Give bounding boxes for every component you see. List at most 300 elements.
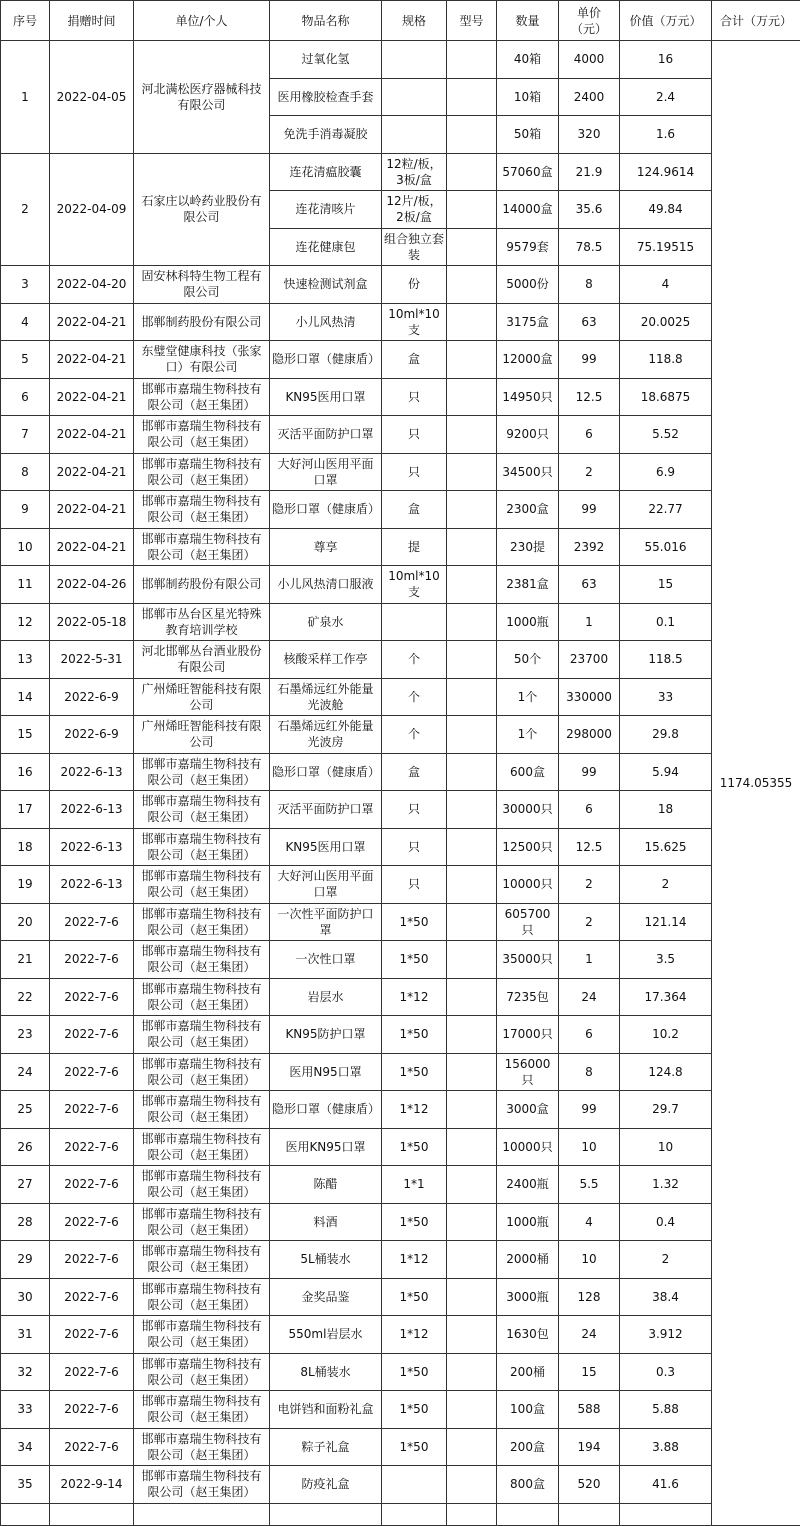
cell-unit: 邯郸市丛台区星光特殊教育培训学校 <box>134 603 270 641</box>
cell-model <box>447 378 497 416</box>
cell-value: 15 <box>620 566 712 604</box>
cell-value: 2.4 <box>620 78 712 116</box>
cell-model <box>447 1391 497 1429</box>
cell-item-name: 一次性口罩 <box>270 941 382 979</box>
cell-unit-price: 78.5 <box>559 228 620 266</box>
cell-date: 2022-7-6 <box>50 1053 134 1091</box>
cell-spec: 只 <box>382 828 447 866</box>
cell-unit: 邯郸市嘉瑞生物科技有限公司（赵王集团） <box>134 1428 270 1466</box>
cell-qty: 9200只 <box>497 416 559 454</box>
col-header-date: 捐赠时间 <box>50 1 134 41</box>
cell-date: 2022-6-13 <box>50 828 134 866</box>
cell-qty: 35000只 <box>497 941 559 979</box>
cell-unit-price: 5.5 <box>559 1166 620 1204</box>
cell-model <box>447 603 497 641</box>
col-header-unit: 单位/个人 <box>134 1 270 41</box>
cell-no: 4 <box>1 303 50 341</box>
cell-model <box>447 416 497 454</box>
table-row <box>1 41 800 79</box>
cell-unit: 固安林科特生物工程有限公司 <box>134 266 270 304</box>
cell-value: 29.8 <box>620 716 712 754</box>
cell-item-name: 灭活平面防护口罩 <box>270 416 382 454</box>
cell-date: 2022-04-26 <box>50 566 134 604</box>
cell-unit: 邯郸市嘉瑞生物科技有限公司（赵王集团） <box>134 1391 270 1429</box>
cell-spec: 1*50 <box>382 1128 447 1166</box>
cell-qty: 50箱 <box>497 116 559 154</box>
cell-model <box>447 978 497 1016</box>
cell-qty: 3000瓶 <box>497 1278 559 1316</box>
cell-no: 8 <box>1 453 50 491</box>
cell-no: 16 <box>1 753 50 791</box>
cell-qty: 1个 <box>497 678 559 716</box>
cell-qty: 14950只 <box>497 378 559 416</box>
table-row <box>1 566 800 604</box>
cell-no: 12 <box>1 603 50 641</box>
cell-no: 33 <box>1 1391 50 1429</box>
cell-unit: 河北邯郸丛台酒业股份有限公司 <box>134 641 270 679</box>
col-header-no: 序号 <box>1 1 50 41</box>
col-header-total: 合计（万元） <box>712 1 800 41</box>
cell-model <box>447 1128 497 1166</box>
cell-item-name: 大好河山医用平面口罩 <box>270 453 382 491</box>
cell-date: 2022-7-6 <box>50 1203 134 1241</box>
cell-value: 38.4 <box>620 1278 712 1316</box>
cell-no: 11 <box>1 566 50 604</box>
cell-model <box>447 341 497 379</box>
cell-date: 2022-6-9 <box>50 716 134 754</box>
cell-value: 1.6 <box>620 116 712 154</box>
cell-unit-price: 99 <box>559 753 620 791</box>
cell-model <box>447 566 497 604</box>
cell-model <box>447 1241 497 1279</box>
table-row <box>1 1391 800 1429</box>
cell-value: 3.912 <box>620 1316 712 1354</box>
cell-item-name: KN95防护口罩 <box>270 1016 382 1054</box>
cell-value: 6.9 <box>620 453 712 491</box>
table-row <box>1 1428 800 1466</box>
header-row <box>1 1 800 41</box>
cell-date: 2022-7-6 <box>50 1391 134 1429</box>
cell-value: 0.4 <box>620 1203 712 1241</box>
cell-item-name: 医用KN95口罩 <box>270 1128 382 1166</box>
cell-model <box>447 1091 497 1129</box>
table-row <box>1 978 800 1016</box>
cell-unit-price: 320 <box>559 116 620 154</box>
table-row <box>1 1316 800 1354</box>
cell-no: 5 <box>1 341 50 379</box>
table-row <box>1 1128 800 1166</box>
cell-spec: 提 <box>382 528 447 566</box>
cell-date: 2022-04-21 <box>50 416 134 454</box>
cell-no: 21 <box>1 941 50 979</box>
cell-item-name: 料酒 <box>270 1203 382 1241</box>
cell-date: 2022-6-13 <box>50 753 134 791</box>
cell-date: 2022-04-21 <box>50 491 134 529</box>
cell-no: 25 <box>1 1091 50 1129</box>
table-row <box>1 716 800 754</box>
cell-model <box>447 266 497 304</box>
cell-date: 2022-04-09 <box>50 153 134 266</box>
cell-spec: 1*50 <box>382 1278 447 1316</box>
cell-empty <box>497 1503 559 1525</box>
cell-spec: 10ml*10支 <box>382 303 447 341</box>
cell-model <box>447 153 497 191</box>
cell-qty: 800盒 <box>497 1466 559 1504</box>
cell-spec: 1*12 <box>382 1091 447 1129</box>
cell-unit-price: 10 <box>559 1241 620 1279</box>
cell-model <box>447 41 497 79</box>
cell-date: 2022-7-6 <box>50 1091 134 1129</box>
cell-no: 35 <box>1 1466 50 1504</box>
cell-no: 19 <box>1 866 50 904</box>
table-row <box>1 753 800 791</box>
cell-unit: 广州烯旺智能科技有限公司 <box>134 678 270 716</box>
cell-value: 16 <box>620 41 712 79</box>
cell-unit: 邯郸市嘉瑞生物科技有限公司（赵王集团） <box>134 753 270 791</box>
cell-unit: 邯郸市嘉瑞生物科技有限公司（赵王集团） <box>134 1241 270 1279</box>
cell-model <box>447 753 497 791</box>
cell-item-name: 粽子礼盒 <box>270 1428 382 1466</box>
cell-item-name: 尊享 <box>270 528 382 566</box>
cell-no: 17 <box>1 791 50 829</box>
col-header-unit-price: 单价 （元） <box>559 1 620 41</box>
cell-unit-price: 99 <box>559 341 620 379</box>
cell-empty <box>382 1503 447 1525</box>
cell-unit-price: 2400 <box>559 78 620 116</box>
cell-item-name: 一次性平面防护口罩 <box>270 903 382 941</box>
cell-item-name: 连花健康包 <box>270 228 382 266</box>
table-row <box>1 1278 800 1316</box>
cell-value: 118.5 <box>620 641 712 679</box>
cell-qty: 12000盒 <box>497 341 559 379</box>
cell-value: 5.88 <box>620 1391 712 1429</box>
cell-model <box>447 1166 497 1204</box>
cell-item-name: 灭活平面防护口罩 <box>270 791 382 829</box>
cell-date: 2022-04-21 <box>50 341 134 379</box>
cell-unit-price: 8 <box>559 266 620 304</box>
cell-item-name: 矿泉水 <box>270 603 382 641</box>
cell-date: 2022-7-6 <box>50 1353 134 1391</box>
cell-model <box>447 828 497 866</box>
table-row <box>1 1091 800 1129</box>
cell-no: 31 <box>1 1316 50 1354</box>
cell-unit: 邯郸市嘉瑞生物科技有限公司（赵王集团） <box>134 1353 270 1391</box>
cell-date: 2022-7-6 <box>50 1428 134 1466</box>
cell-qty: 10箱 <box>497 78 559 116</box>
cell-unit-price: 24 <box>559 978 620 1016</box>
table-row <box>1 416 800 454</box>
cell-value: 1.32 <box>620 1166 712 1204</box>
cell-value: 10 <box>620 1128 712 1166</box>
cell-item-name: 隐形口罩（健康盾） <box>270 341 382 379</box>
cell-item-name: KN95医用口罩 <box>270 828 382 866</box>
cell-unit-price: 128 <box>559 1278 620 1316</box>
cell-value: 124.9614 <box>620 153 712 191</box>
cell-unit: 石家庄以岭药业股份有限公司 <box>134 153 270 266</box>
table-row <box>1 1241 800 1279</box>
cell-date: 2022-04-21 <box>50 303 134 341</box>
cell-date: 2022-7-6 <box>50 1166 134 1204</box>
cell-unit-price: 2 <box>559 453 620 491</box>
cell-model <box>447 453 497 491</box>
cell-unit-price: 520 <box>559 1466 620 1504</box>
table-row <box>1 941 800 979</box>
table-row <box>1 341 800 379</box>
cell-qty: 605700只 <box>497 903 559 941</box>
table-row <box>1 866 800 904</box>
cell-date: 2022-04-21 <box>50 453 134 491</box>
cell-spec: 10ml*10支 <box>382 566 447 604</box>
cell-qty: 7235包 <box>497 978 559 1016</box>
cell-value: 15.625 <box>620 828 712 866</box>
table-row <box>1 1016 800 1054</box>
cell-value: 17.364 <box>620 978 712 1016</box>
table-row <box>1 1353 800 1391</box>
table-row <box>1 678 800 716</box>
cell-model <box>447 228 497 266</box>
cell-unit-price: 6 <box>559 416 620 454</box>
cell-no: 32 <box>1 1353 50 1391</box>
cell-unit: 邯郸市嘉瑞生物科技有限公司（赵王集团） <box>134 1166 270 1204</box>
cell-item-name: 金奖品鉴 <box>270 1278 382 1316</box>
cell-spec <box>382 41 447 79</box>
cell-qty: 2400瓶 <box>497 1166 559 1204</box>
cell-unit-price: 298000 <box>559 716 620 754</box>
cell-unit: 邯郸市嘉瑞生物科技有限公司（赵王集团） <box>134 791 270 829</box>
cell-value: 2 <box>620 1241 712 1279</box>
cell-empty <box>270 1503 382 1525</box>
cell-unit: 邯郸市嘉瑞生物科技有限公司（赵王集团） <box>134 903 270 941</box>
cell-value: 121.14 <box>620 903 712 941</box>
cell-no: 26 <box>1 1128 50 1166</box>
cell-unit: 广州烯旺智能科技有限公司 <box>134 716 270 754</box>
cell-spec: 1*50 <box>382 1203 447 1241</box>
cell-unit: 河北满松医疗器械科技有限公司 <box>134 41 270 154</box>
cell-unit: 邯郸市嘉瑞生物科技有限公司（赵王集团） <box>134 416 270 454</box>
cell-qty: 12500只 <box>497 828 559 866</box>
cell-spec: 1*12 <box>382 1316 447 1354</box>
table-row <box>1 528 800 566</box>
cell-spec: 12片/板，2板/盒 <box>382 191 447 229</box>
cell-unit-price: 588 <box>559 1391 620 1429</box>
cell-unit: 邯郸市嘉瑞生物科技有限公司（赵王集团） <box>134 941 270 979</box>
table-row <box>1 1203 800 1241</box>
cell-date: 2022-04-20 <box>50 266 134 304</box>
cell-model <box>447 528 497 566</box>
cell-model <box>447 791 497 829</box>
cell-unit: 邯郸市嘉瑞生物科技有限公司（赵王集团） <box>134 453 270 491</box>
cell-unit-price: 12.5 <box>559 828 620 866</box>
table-row <box>1 266 800 304</box>
cell-spec: 个 <box>382 641 447 679</box>
col-header-value: 价值（万元） <box>620 1 712 41</box>
cell-value: 124.8 <box>620 1053 712 1091</box>
cell-qty: 34500只 <box>497 453 559 491</box>
cell-no: 28 <box>1 1203 50 1241</box>
table-row <box>1 791 800 829</box>
cell-qty: 1000瓶 <box>497 1203 559 1241</box>
cell-value: 20.0025 <box>620 303 712 341</box>
cell-spec: 份 <box>382 266 447 304</box>
cell-date: 2022-7-6 <box>50 978 134 1016</box>
cell-value: 5.52 <box>620 416 712 454</box>
cell-unit-price: 15 <box>559 1353 620 1391</box>
cell-item-name: KN95医用口罩 <box>270 378 382 416</box>
table-row <box>1 641 800 679</box>
cell-unit-price: 8 <box>559 1053 620 1091</box>
cell-unit: 邯郸市嘉瑞生物科技有限公司（赵王集团） <box>134 491 270 529</box>
cell-item-name: 隐形口罩（健康盾） <box>270 491 382 529</box>
cell-empty <box>559 1503 620 1525</box>
cell-item-name: 连花清咳片 <box>270 191 382 229</box>
cell-model <box>447 1203 497 1241</box>
table-row <box>1 1053 800 1091</box>
cell-unit: 邯郸市嘉瑞生物科技有限公司（赵王集团） <box>134 1278 270 1316</box>
cell-no: 1 <box>1 41 50 154</box>
cell-qty: 3000盒 <box>497 1091 559 1129</box>
cell-no: 9 <box>1 491 50 529</box>
cell-empty <box>134 1503 270 1525</box>
cell-qty: 600盒 <box>497 753 559 791</box>
cell-model <box>447 1466 497 1504</box>
cell-date: 2022-04-21 <box>50 528 134 566</box>
cell-qty: 200盒 <box>497 1428 559 1466</box>
cell-spec: 盒 <box>382 491 447 529</box>
cell-unit: 邯郸市嘉瑞生物科技有限公司（赵王集团） <box>134 1128 270 1166</box>
cell-qty: 2381盒 <box>497 566 559 604</box>
cell-date: 2022-6-9 <box>50 678 134 716</box>
cell-no: 24 <box>1 1053 50 1091</box>
cell-model <box>447 1316 497 1354</box>
cell-unit-price: 63 <box>559 303 620 341</box>
cell-model <box>447 1353 497 1391</box>
cell-unit: 邯郸市嘉瑞生物科技有限公司（赵王集团） <box>134 1091 270 1129</box>
cell-unit-price: 2 <box>559 903 620 941</box>
col-header-spec: 规格 <box>382 1 447 41</box>
cell-spec: 1*12 <box>382 978 447 1016</box>
cell-date: 2022-7-6 <box>50 1316 134 1354</box>
cell-item-name: 大好河山医用平面口罩 <box>270 866 382 904</box>
cell-unit-price: 99 <box>559 1091 620 1129</box>
cell-value: 3.5 <box>620 941 712 979</box>
cell-spec: 只 <box>382 378 447 416</box>
cell-model <box>447 1428 497 1466</box>
cell-item-name: 8L桶装水 <box>270 1353 382 1391</box>
cell-qty: 100盒 <box>497 1391 559 1429</box>
cell-value: 10.2 <box>620 1016 712 1054</box>
cell-qty: 5000份 <box>497 266 559 304</box>
cell-unit-price: 35.6 <box>559 191 620 229</box>
cell-qty: 3175盒 <box>497 303 559 341</box>
cell-item-name: 隐形口罩（健康盾） <box>270 1091 382 1129</box>
cell-qty: 14000盒 <box>497 191 559 229</box>
table-row <box>1 378 800 416</box>
cell-no: 29 <box>1 1241 50 1279</box>
cell-unit: 邯郸市嘉瑞生物科技有限公司（赵王集团） <box>134 378 270 416</box>
cell-item-name: 核酸采样工作亭 <box>270 641 382 679</box>
cell-spec <box>382 78 447 116</box>
cell-date: 2022-6-13 <box>50 866 134 904</box>
cell-date: 2022-7-6 <box>50 1241 134 1279</box>
cell-item-name: 连花清瘟胶囊 <box>270 153 382 191</box>
table-row-empty <box>1 1503 800 1525</box>
cell-unit-price: 194 <box>559 1428 620 1466</box>
cell-qty: 40箱 <box>497 41 559 79</box>
cell-unit-price: 2 <box>559 866 620 904</box>
col-header-model: 型号 <box>447 1 497 41</box>
cell-date: 2022-7-6 <box>50 1128 134 1166</box>
cell-qty: 10000只 <box>497 1128 559 1166</box>
cell-spec: 12粒/板，3板/盒 <box>382 153 447 191</box>
cell-empty <box>620 1503 712 1525</box>
cell-unit-price: 4 <box>559 1203 620 1241</box>
cell-item-name: 石墨烯远红外能量光波房 <box>270 716 382 754</box>
cell-model <box>447 116 497 154</box>
cell-item-name: 550ml岩层水 <box>270 1316 382 1354</box>
cell-model <box>447 866 497 904</box>
cell-spec: 只 <box>382 791 447 829</box>
cell-model <box>447 641 497 679</box>
cell-unit-price: 23700 <box>559 641 620 679</box>
cell-qty: 17000只 <box>497 1016 559 1054</box>
cell-no: 15 <box>1 716 50 754</box>
table-row <box>1 491 800 529</box>
cell-value: 55.016 <box>620 528 712 566</box>
cell-spec <box>382 116 447 154</box>
cell-qty: 50个 <box>497 641 559 679</box>
cell-spec: 1*12 <box>382 1241 447 1279</box>
cell-unit: 邯郸市嘉瑞生物科技有限公司（赵王集团） <box>134 828 270 866</box>
cell-no: 3 <box>1 266 50 304</box>
table-row <box>1 828 800 866</box>
cell-unit-price: 21.9 <box>559 153 620 191</box>
cell-grand-total: 1174.05355 <box>712 41 800 1526</box>
table-row <box>1 153 800 191</box>
cell-spec: 盒 <box>382 753 447 791</box>
cell-no: 7 <box>1 416 50 454</box>
cell-spec: 只 <box>382 453 447 491</box>
col-header-qty: 数量 <box>497 1 559 41</box>
cell-value: 0.3 <box>620 1353 712 1391</box>
cell-qty: 1630包 <box>497 1316 559 1354</box>
table-row <box>1 603 800 641</box>
cell-no: 23 <box>1 1016 50 1054</box>
cell-unit-price: 24 <box>559 1316 620 1354</box>
cell-no: 30 <box>1 1278 50 1316</box>
cell-no: 20 <box>1 903 50 941</box>
cell-no: 14 <box>1 678 50 716</box>
cell-unit-price: 63 <box>559 566 620 604</box>
table-row <box>1 903 800 941</box>
cell-spec: 1*50 <box>382 1016 447 1054</box>
cell-model <box>447 941 497 979</box>
cell-qty: 1个 <box>497 716 559 754</box>
cell-item-name: 过氧化氢 <box>270 41 382 79</box>
cell-value: 41.6 <box>620 1466 712 1504</box>
cell-date: 2022-5-31 <box>50 641 134 679</box>
table-row <box>1 1166 800 1204</box>
cell-value: 3.88 <box>620 1428 712 1466</box>
cell-qty: 2300盒 <box>497 491 559 529</box>
cell-value: 118.8 <box>620 341 712 379</box>
cell-qty: 57060盒 <box>497 153 559 191</box>
cell-model <box>447 303 497 341</box>
cell-date: 2022-05-18 <box>50 603 134 641</box>
cell-unit-price: 2392 <box>559 528 620 566</box>
cell-unit: 邯郸市嘉瑞生物科技有限公司（赵王集团） <box>134 1316 270 1354</box>
cell-spec: 1*50 <box>382 1391 447 1429</box>
cell-spec: 只 <box>382 416 447 454</box>
